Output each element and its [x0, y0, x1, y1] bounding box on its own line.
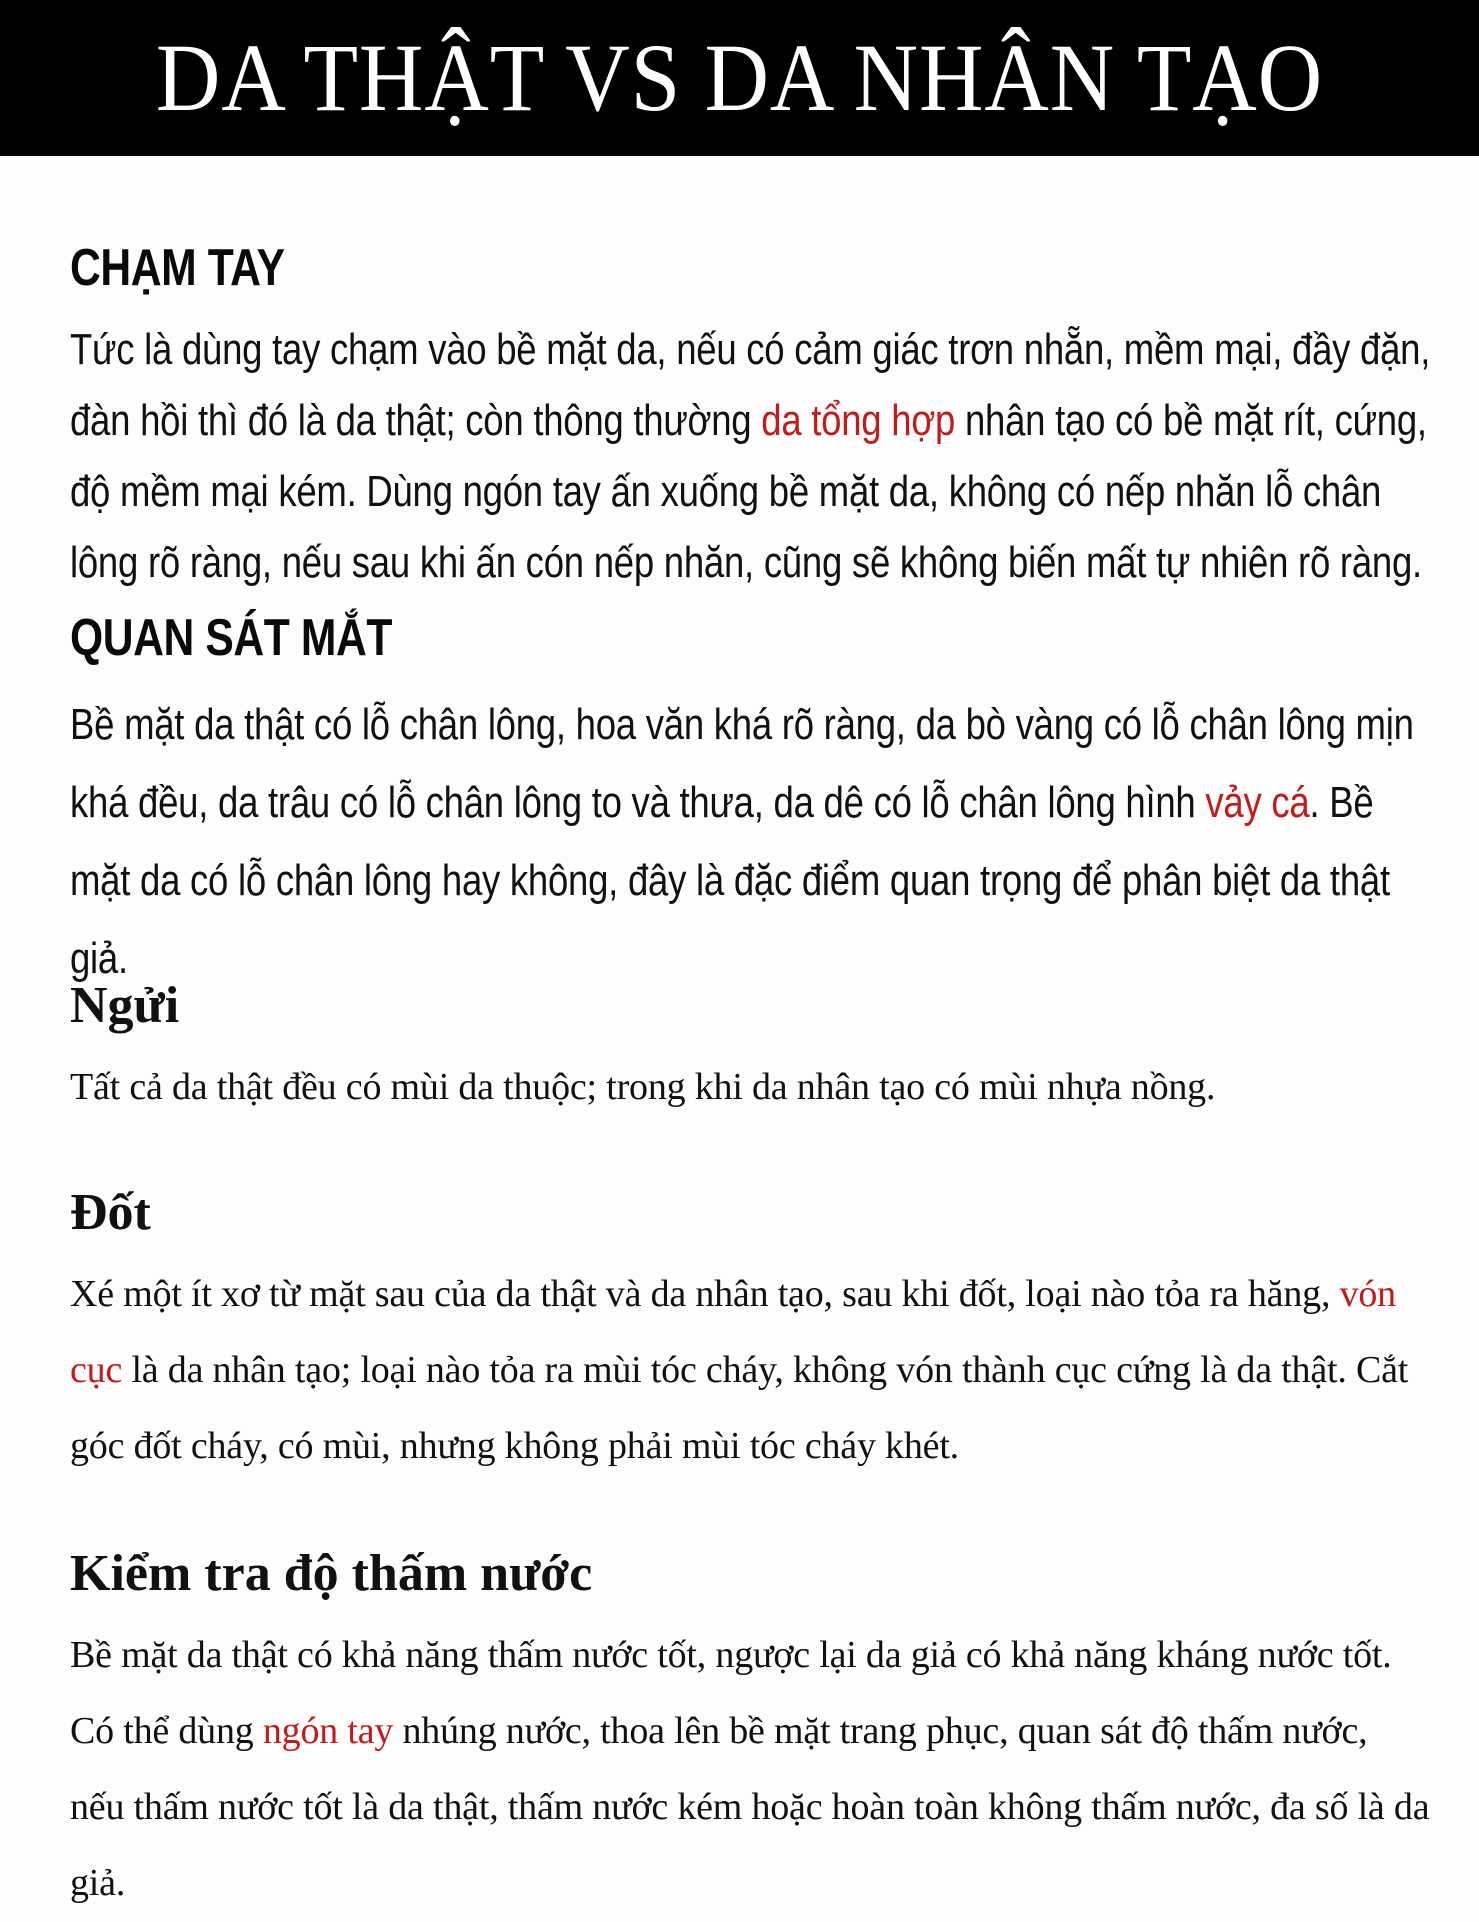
title-banner	[0, 0, 1479, 156]
section-heading: QUAN SÁT MẮT	[70, 609, 392, 667]
text-run: Bề mặt da thật có lỗ chân lông, hoa văn khá rõ ràng, da bò vàng có lỗ chân lông mịn khá đều, da trâu có lỗ chân lông to và thưa, da dê có lỗ chân lông hình	[70, 700, 1414, 827]
section-observe-body	[70, 686, 1479, 998]
section-heading: CHẠM TAY	[70, 239, 285, 297]
text-run: Tức là dùng tay chạm vào bề mặt da, nếu có cảm giác trơn nhẵn, mềm mại, đầy đặn, đàn hồi thì đó là da thật; còn thông thường	[70, 325, 1431, 445]
section-smell	[70, 976, 179, 1036]
section-paragraph	[70, 1256, 1430, 1484]
section-observe	[70, 608, 463, 668]
text-run: Tất cả da thật đều có mùi da thuộc; trong khi da nhân tạo có mùi nhựa nồng.	[70, 1066, 1216, 1108]
text-run: nhân tạo có bề mặt rít, cứng, độ mềm mại kém. Dùng ngón tay ấn xuống bề mặt da, không có nếp nhăn lỗ chân lông rõ ràng, nếu sau khi ấn cón nếp nhăn, cũng sẽ không biến mất tự nhiên rõ ràng.	[70, 396, 1427, 587]
text-run: Bề mặt da thật có khả năng thấm nước tốt, ngược lại da giả có khả năng kháng nước tốt. Có thể dùng	[70, 1634, 1392, 1752]
text-run: nhúng nước, thoa lên bề mặt trang phục, quan sát độ thấm nước, nếu thấm nước tốt là da thật, thấm nước kém hoặc hoàn toàn không thấm nước, đa số là da giả.	[70, 1710, 1430, 1904]
highlight-link: da tổng hợp	[761, 396, 956, 445]
section-paragraph	[70, 686, 1431, 998]
page-title: DA THẬT VS DA NHÂN TẠO	[155, 24, 1324, 131]
section-burn-body	[70, 1256, 1430, 1484]
section-heading: Đốt	[70, 1184, 151, 1241]
text-run: là da nhân tạo; loại nào tỏa ra mùi tóc cháy, không vón thành cục cứng là da thật. Cắt góc đốt cháy, có mùi, nhưng không phải mùi tóc cháy khét.	[70, 1349, 1409, 1467]
text-run: . Bề mặt da có lỗ chân lông hay không, đây là đặc điểm quan trọng để phân biệt da thật giả.	[70, 778, 1390, 983]
section-paragraph	[70, 1049, 1430, 1125]
section-touch-body	[70, 314, 1479, 598]
section-paragraph	[70, 1617, 1430, 1921]
section-burn	[70, 1183, 151, 1243]
section-water-test	[70, 1544, 592, 1604]
section-heading: Ngửi	[70, 977, 180, 1034]
section-smell-body	[70, 1049, 1430, 1125]
section-heading: Kiểm tra độ thấm nước	[70, 1545, 593, 1602]
section-paragraph	[70, 314, 1431, 598]
section-touch	[70, 238, 332, 298]
highlight-link: vón cục	[70, 1273, 1396, 1391]
text-run: Xé một ít xơ từ mặt sau của da thật và da nhân tạo, sau khi đốt, loại nào tỏa ra hăng,	[70, 1273, 1340, 1315]
highlight-link: ngón tay	[262, 1710, 394, 1752]
highlight-link: vảy cá	[1205, 778, 1310, 827]
section-water-test-body	[70, 1617, 1430, 1921]
